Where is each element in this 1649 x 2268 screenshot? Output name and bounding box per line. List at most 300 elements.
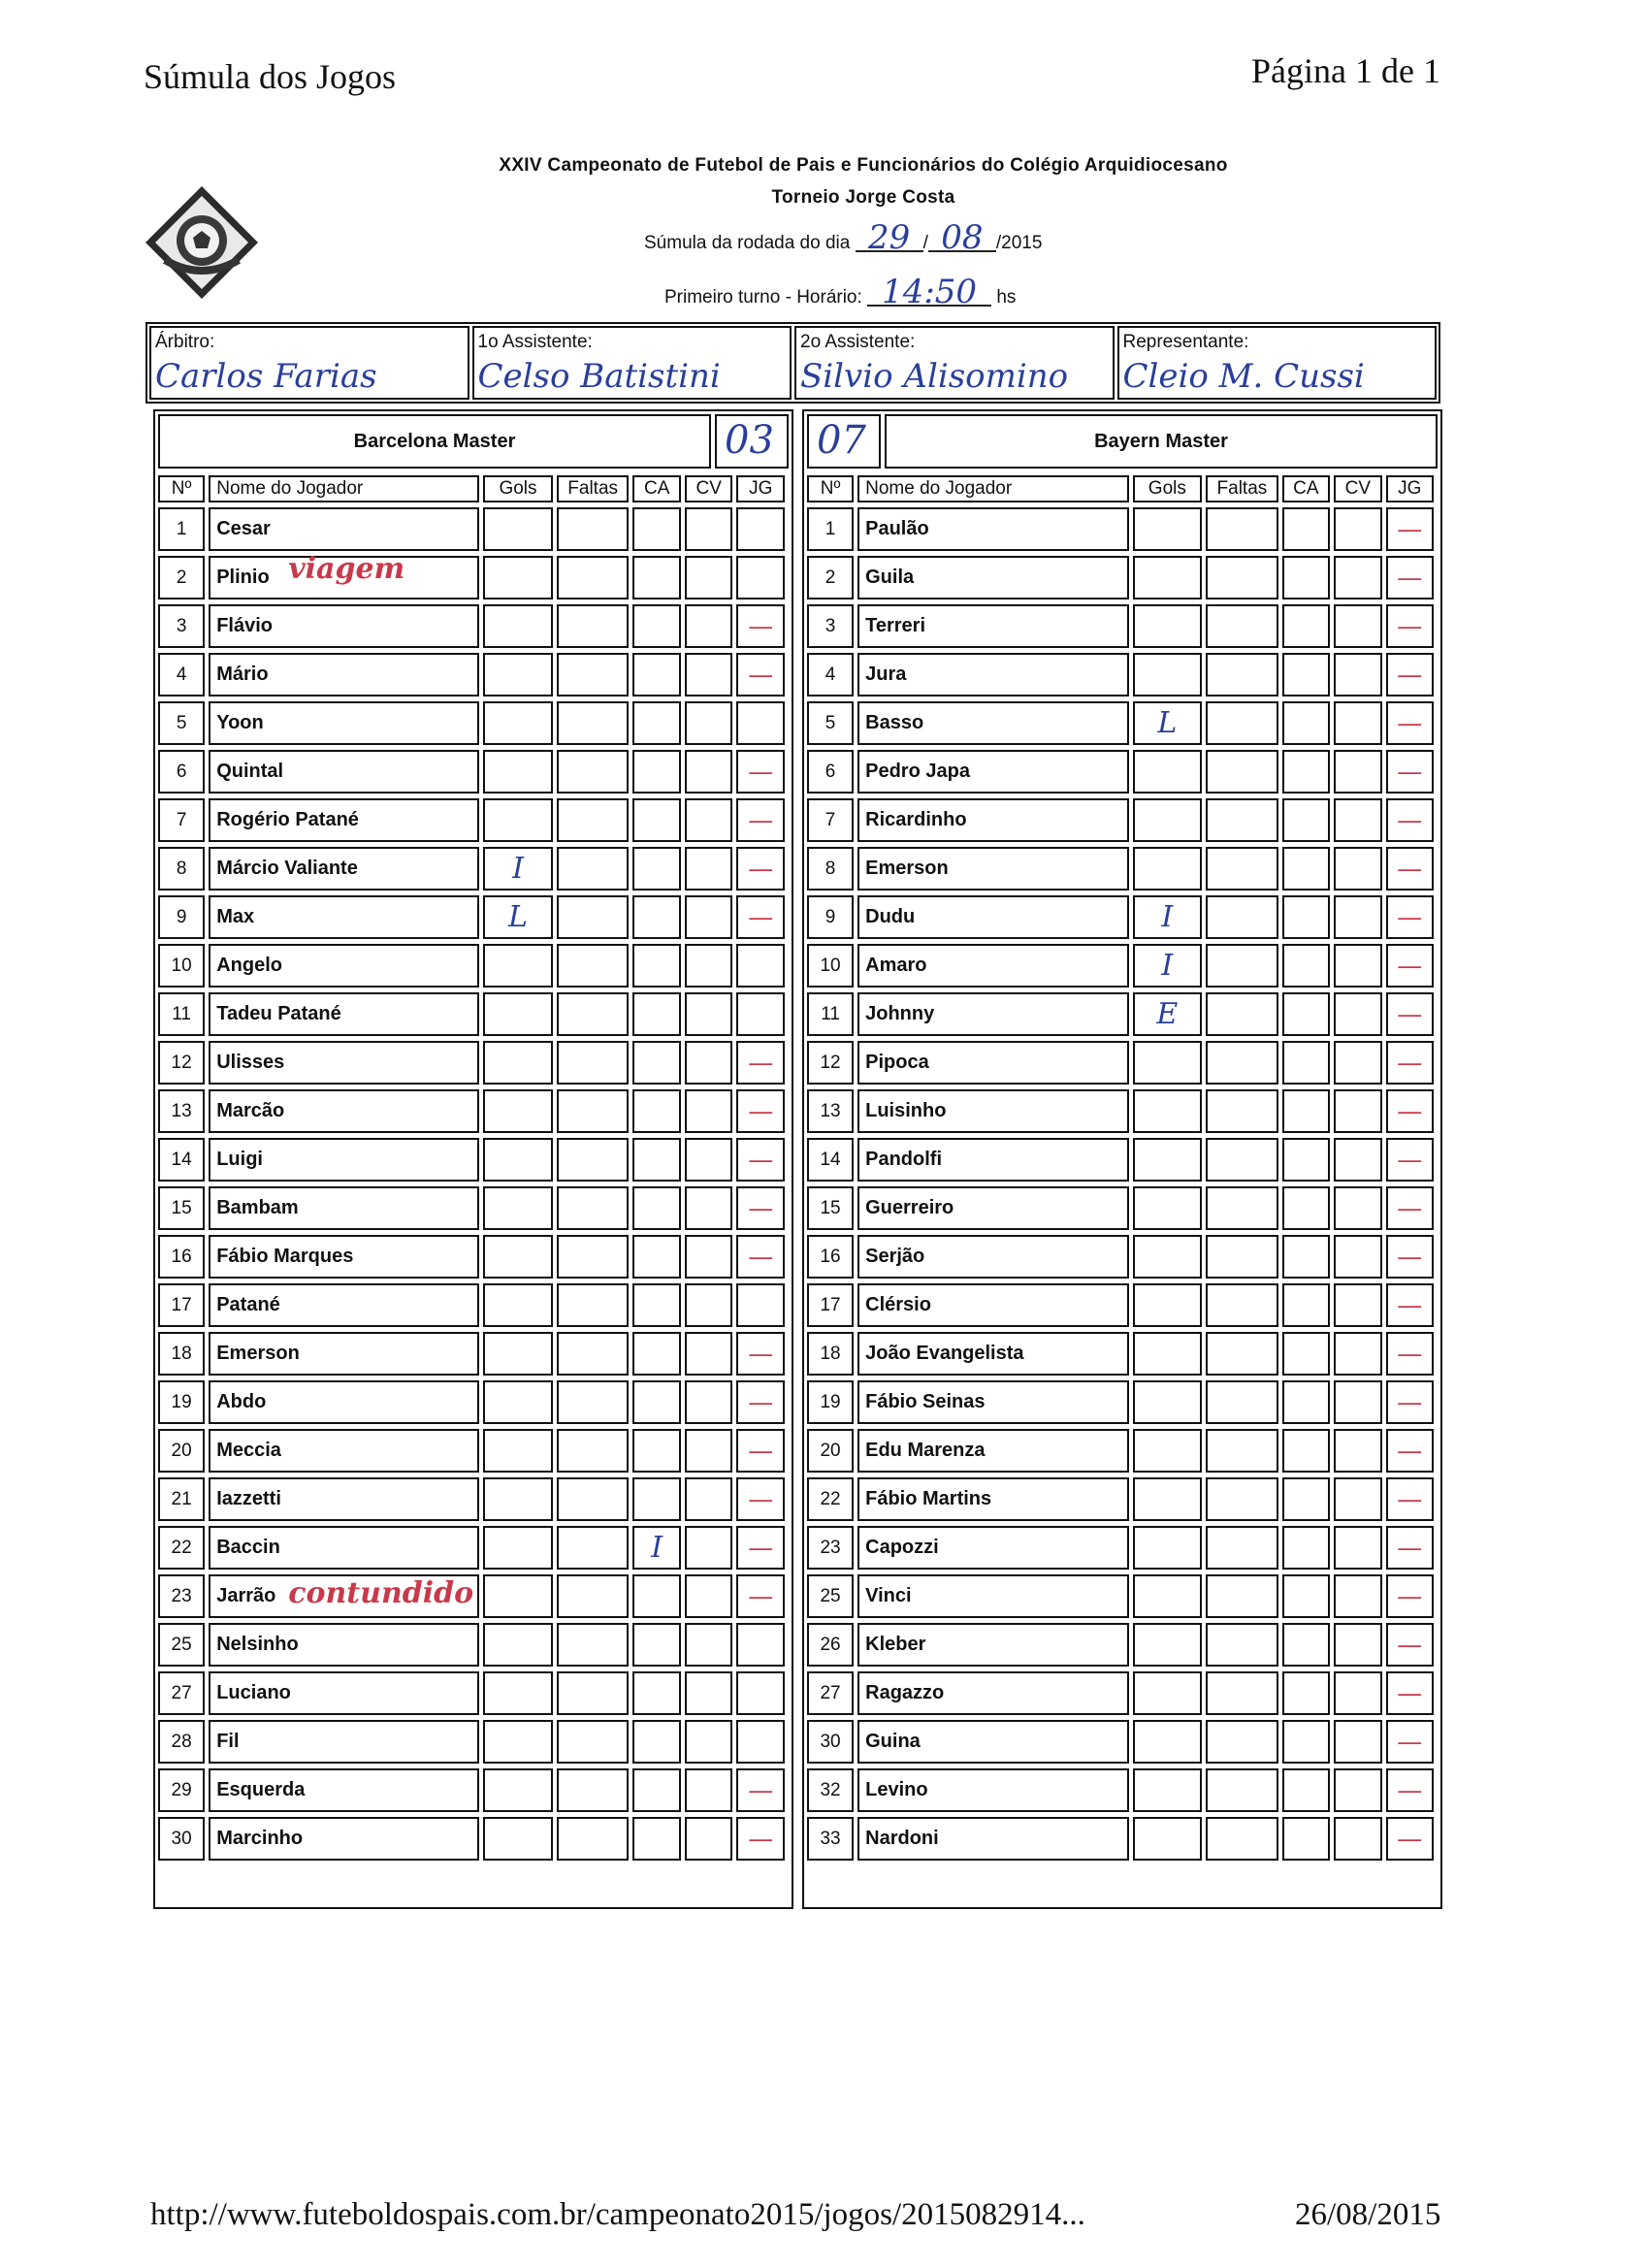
goals-cell: [1133, 1332, 1203, 1376]
played-cell: —: [1386, 944, 1434, 988]
fouls-cell: [557, 992, 630, 1036]
table-row: [158, 1380, 785, 1424]
goals-cell: [1133, 1283, 1203, 1327]
fouls-cell: [557, 1574, 630, 1618]
col-name: Nome do Jogador: [209, 475, 479, 502]
goals-cell: [1133, 1768, 1203, 1812]
table-row: [807, 1623, 1434, 1667]
col-faltas: Faltas: [1206, 475, 1277, 502]
yellow-card-cell: [1282, 1768, 1330, 1812]
goals-cell: [1133, 1574, 1203, 1618]
played-cell: —: [736, 1041, 785, 1085]
red-card-cell: [685, 1574, 733, 1618]
table-row: [158, 1526, 785, 1570]
yellow-card-cell: [632, 1380, 681, 1424]
player-name: Flávio: [216, 615, 274, 636]
goals-cell: [1133, 1720, 1203, 1764]
table-row: [807, 1817, 1434, 1861]
table-row: [158, 1817, 785, 1861]
player-name-cell: [857, 604, 1128, 648]
yellow-card-cell: [632, 1332, 681, 1376]
team-panel-home: [153, 409, 793, 1909]
yellow-card-cell: [1282, 653, 1330, 697]
goals-cell: [483, 1429, 553, 1473]
played-cell: [736, 701, 785, 745]
fouls-cell: [1206, 1138, 1277, 1182]
referee-name: Carlos Farias: [155, 357, 377, 396]
goals-cell: [483, 1574, 553, 1618]
table-row: [807, 1041, 1434, 1085]
fouls-cell: [557, 1380, 630, 1424]
player-name: Paulão: [865, 518, 929, 539]
red-card-cell: [1334, 1429, 1381, 1473]
red-card-cell: [685, 1720, 733, 1764]
player-name: Patané: [216, 1294, 280, 1315]
fouls-cell: [1206, 1623, 1277, 1667]
goals-cell: [483, 1186, 553, 1230]
yellow-card-cell: [1282, 604, 1330, 648]
goals-cell: [483, 1671, 553, 1715]
player-number: 2: [807, 556, 854, 599]
table-row: [807, 1574, 1434, 1618]
goals-cell: [1133, 798, 1203, 842]
played-cell: —: [1386, 1574, 1434, 1618]
fouls-cell: [1206, 798, 1277, 842]
player-name-cell: [209, 653, 479, 697]
played-cell: —: [736, 1089, 785, 1133]
player-name-cell: [857, 1671, 1128, 1715]
player-name: Fil: [216, 1731, 240, 1752]
fouls-cell: [557, 1332, 630, 1376]
player-table-home: [154, 470, 789, 1865]
table-row: [807, 1186, 1434, 1230]
player-name: Pipoca: [865, 1052, 929, 1073]
played-cell: —: [1386, 895, 1434, 939]
player-name-cell: [857, 1235, 1128, 1279]
goals-cell: [1133, 1380, 1203, 1424]
fouls-cell: [1206, 1429, 1277, 1473]
player-name: Plinio: [216, 567, 270, 588]
col-ca: CA: [1282, 475, 1330, 502]
table-row: [807, 701, 1434, 745]
red-card-cell: [685, 556, 733, 599]
player-name-cell: [857, 1720, 1128, 1764]
player-name: João Evangelista: [865, 1343, 1024, 1364]
table-row: [807, 1429, 1434, 1473]
table-row: [807, 1283, 1434, 1327]
table-row: [807, 992, 1434, 1036]
goals-cell: [483, 556, 553, 599]
player-name-cell: [209, 750, 479, 794]
player-number: 19: [158, 1380, 205, 1424]
player-name-cell: [857, 1477, 1128, 1521]
fouls-cell: [557, 1283, 630, 1327]
yellow-card-cell: [632, 1429, 681, 1473]
red-card-cell: [1334, 1283, 1381, 1327]
player-name-cell: [209, 1623, 479, 1667]
player-name-cell: [209, 1041, 479, 1085]
yellow-card-cell: [1282, 1089, 1330, 1133]
footer-date: 26/08/2015: [1295, 2197, 1441, 2232]
played-cell: [736, 1283, 785, 1327]
fouls-cell: [557, 556, 630, 599]
table-row: [807, 604, 1434, 648]
fouls-cell: [557, 847, 630, 891]
player-number: 12: [807, 1041, 854, 1085]
player-name: Capozzi: [865, 1537, 939, 1558]
played-cell: —: [736, 1817, 785, 1861]
player-name: Dudu: [865, 906, 916, 927]
col-ca: CA: [632, 475, 681, 502]
assistant2-box: [794, 326, 1115, 400]
player-name: Clérsio: [865, 1294, 931, 1315]
yellow-card-cell: [1282, 1380, 1330, 1424]
fouls-cell: [1206, 653, 1277, 697]
played-cell: —: [1386, 701, 1434, 745]
player-name-cell: [209, 1526, 479, 1570]
player-name-cell: [209, 1671, 479, 1715]
fouls-cell: [1206, 847, 1277, 891]
player-name: Pandolfi: [865, 1149, 943, 1170]
yellow-card-cell: [632, 1138, 681, 1182]
played-cell: [736, 556, 785, 599]
fouls-cell: [557, 507, 630, 551]
col-gols: Gols: [483, 475, 553, 502]
player-number: 8: [158, 847, 205, 891]
table-row: [158, 1574, 785, 1618]
col-gols: Gols: [1133, 475, 1203, 502]
yellow-card-cell: [1282, 1283, 1330, 1327]
played-cell: [736, 992, 785, 1036]
player-name: Fábio Marques: [216, 1246, 354, 1267]
player-number: 20: [158, 1429, 205, 1473]
col-num: Nº: [158, 475, 205, 502]
round-label: Súmula da rodada do dia: [644, 233, 851, 253]
yellow-card-cell: [632, 1283, 681, 1327]
player-name-cell: [209, 1817, 479, 1861]
player-name-cell: [209, 992, 479, 1036]
goals-cell: [483, 944, 553, 988]
goals-cell: [483, 992, 553, 1036]
played-cell: —: [1386, 1720, 1434, 1764]
played-cell: —: [736, 1235, 785, 1279]
player-name: Fábio Martins: [865, 1488, 992, 1509]
goals-cell: [1133, 847, 1203, 891]
fouls-cell: [557, 1235, 630, 1279]
player-number: 27: [158, 1671, 205, 1715]
yellow-card-cell: [1282, 847, 1330, 891]
yellow-card-cell: [632, 701, 681, 745]
table-row: [158, 944, 785, 988]
table-row: [158, 1623, 785, 1667]
goals-cell: [483, 1817, 553, 1861]
red-card-cell: [685, 1186, 733, 1230]
goals-cell: I: [1133, 895, 1203, 939]
red-card-cell: [685, 798, 733, 842]
fouls-cell: [1206, 1574, 1277, 1618]
yellow-card-cell: [632, 1186, 681, 1230]
played-cell: —: [1386, 1089, 1434, 1133]
red-card-cell: [1334, 1623, 1381, 1667]
table-row: [158, 1186, 785, 1230]
col-jg: JG: [736, 475, 785, 502]
player-number: 26: [807, 1623, 854, 1667]
yellow-card-cell: [632, 1817, 681, 1861]
player-name: Jura: [865, 664, 907, 685]
player-name-cell: [857, 944, 1128, 988]
red-card-cell: [685, 1477, 733, 1521]
player-number: 28: [158, 1720, 205, 1764]
fouls-cell: [557, 750, 630, 794]
player-name-cell: [857, 1138, 1128, 1182]
player-number: 3: [158, 604, 205, 648]
fouls-cell: [557, 1526, 630, 1570]
player-name-cell: [857, 1817, 1128, 1861]
yellow-card-cell: I: [632, 1526, 681, 1570]
red-card-cell: [1334, 1041, 1381, 1085]
yellow-card-cell: [632, 798, 681, 842]
player-number: 25: [158, 1623, 205, 1667]
red-card-cell: [1334, 847, 1381, 891]
played-cell: —: [736, 750, 785, 794]
table-row: [158, 1089, 785, 1133]
table-row: [807, 1477, 1434, 1521]
round-month: 08: [928, 225, 996, 252]
red-card-cell: [685, 1380, 733, 1424]
player-number: 19: [807, 1380, 854, 1424]
played-cell: —: [736, 1186, 785, 1230]
table-row: [158, 895, 785, 939]
table-row: [807, 895, 1434, 939]
player-number: 11: [807, 992, 854, 1036]
player-name-cell: [209, 895, 479, 939]
player-name: Johnny: [865, 1003, 935, 1024]
goals-cell: [483, 701, 553, 745]
player-name: Fábio Seinas: [865, 1391, 986, 1412]
player-name: Emerson: [865, 858, 949, 879]
player-number: 6: [158, 750, 205, 794]
player-name: Ricardinho: [865, 809, 967, 830]
table-row: [158, 701, 785, 745]
red-card-cell: [685, 1235, 733, 1279]
player-name: Iazzetti: [216, 1488, 281, 1509]
player-name: Mário: [216, 664, 269, 685]
player-number: 22: [807, 1477, 854, 1521]
col-name: Nome do Jogador: [857, 475, 1128, 502]
player-name-cell: [857, 1768, 1128, 1812]
fouls-cell: [1206, 1089, 1277, 1133]
referee-label: Árbitro:: [155, 332, 215, 352]
played-cell: —: [1386, 1526, 1434, 1570]
played-cell: —: [1386, 1283, 1434, 1327]
player-name: Amaro: [865, 955, 927, 976]
table-row: [807, 1720, 1434, 1764]
fouls-cell: [557, 1817, 630, 1861]
goals-cell: [483, 1477, 553, 1521]
fouls-cell: [557, 1768, 630, 1812]
yellow-card-cell: [1282, 1041, 1330, 1085]
yellow-card-cell: [1282, 1477, 1330, 1521]
red-card-cell: [685, 1671, 733, 1715]
player-number: 11: [158, 992, 205, 1036]
table-row: [807, 1089, 1434, 1133]
score-home: 03: [725, 418, 774, 463]
player-number: 3: [807, 604, 854, 648]
player-rows-home: [158, 507, 785, 1861]
table-row: [158, 1283, 785, 1327]
player-name: Pedro Japa: [865, 761, 970, 782]
table-row: [158, 604, 785, 648]
yellow-card-cell: [1282, 750, 1330, 794]
fouls-cell: [1206, 750, 1277, 794]
table-row: [158, 992, 785, 1036]
fouls-cell: [557, 798, 630, 842]
yellow-card-cell: [632, 1623, 681, 1667]
match-time: 14:50: [867, 279, 991, 307]
player-name-cell: [857, 1574, 1128, 1618]
yellow-card-cell: [1282, 895, 1330, 939]
goals-cell: [1133, 1186, 1203, 1230]
fouls-cell: [1206, 1720, 1277, 1764]
table-row: [807, 944, 1434, 988]
played-cell: —: [736, 1574, 785, 1618]
player-number: 9: [158, 895, 205, 939]
played-cell: —: [1386, 1186, 1434, 1230]
table-row: [158, 556, 785, 599]
fouls-cell: [1206, 604, 1277, 648]
footer-url: http://www.futeboldospais.com.br/campeonato2015/jogos/2015082914...: [150, 2197, 1085, 2232]
goals-cell: [1133, 1623, 1203, 1667]
player-name-cell: [857, 1380, 1128, 1424]
table-row: [158, 750, 785, 794]
player-name: Bambam: [216, 1197, 299, 1218]
table-row: [807, 750, 1434, 794]
player-number: 1: [158, 507, 205, 551]
championship-title: XXIV Campeonato de Futebol de Pais e Funcionários do Colégio Arquidiocesano: [499, 155, 1228, 176]
yellow-card-cell: [1282, 1332, 1330, 1376]
yellow-card-cell: [632, 556, 681, 599]
team-name-home: Barcelona Master: [158, 414, 711, 469]
player-number: 5: [807, 701, 854, 745]
played-cell: —: [736, 1429, 785, 1473]
player-name: Max: [216, 906, 255, 927]
fouls-cell: [1206, 1671, 1277, 1715]
player-name: Emerson: [216, 1343, 300, 1364]
yellow-card-cell: [1282, 556, 1330, 599]
yellow-card-cell: [1282, 1138, 1330, 1182]
player-number: 29: [158, 1768, 205, 1812]
fouls-cell: [1206, 1041, 1277, 1085]
played-cell: —: [1386, 1817, 1434, 1861]
yellow-card-cell: [1282, 1235, 1330, 1279]
table-row: [158, 1477, 785, 1521]
player-name-cell: [209, 944, 479, 988]
fouls-cell: [557, 1477, 630, 1521]
player-name-cell: [209, 1283, 479, 1327]
player-number: 8: [807, 847, 854, 891]
player-number: 7: [807, 798, 854, 842]
player-number: 15: [158, 1186, 205, 1230]
fouls-cell: [557, 1041, 630, 1085]
player-name-cell: [857, 1332, 1128, 1376]
player-name: Jarrão: [216, 1585, 276, 1606]
player-number: 16: [158, 1235, 205, 1279]
goals-cell: [1133, 507, 1203, 551]
red-card-cell: [685, 847, 733, 891]
red-card-cell: [1334, 1235, 1381, 1279]
fouls-cell: [1206, 701, 1277, 745]
played-cell: —: [1386, 1671, 1434, 1715]
fouls-cell: [1206, 556, 1277, 599]
table-row: [807, 1332, 1434, 1376]
col-jg: JG: [1386, 475, 1434, 502]
player-name: Tadeu Patané: [216, 1003, 341, 1024]
table-row: [158, 1138, 785, 1182]
player-name-cell: [857, 556, 1128, 599]
player-number: 2: [158, 556, 205, 599]
col-cv: CV: [1334, 475, 1381, 502]
yellow-card-cell: [1282, 992, 1330, 1036]
table-row: [807, 1380, 1434, 1424]
player-number: 20: [807, 1429, 854, 1473]
yellow-card-cell: [1282, 701, 1330, 745]
goals-cell: [483, 1623, 553, 1667]
table-row: [807, 1138, 1434, 1182]
played-cell: —: [1386, 798, 1434, 842]
goals-cell: [483, 653, 553, 697]
played-cell: —: [736, 604, 785, 648]
fouls-cell: [1206, 1526, 1277, 1570]
red-card-cell: [1334, 944, 1381, 988]
fouls-cell: [557, 604, 630, 648]
fouls-cell: [557, 1186, 630, 1230]
table-row: [807, 507, 1434, 551]
table-row: [158, 798, 785, 842]
player-number: 1: [807, 507, 854, 551]
yellow-card-cell: [632, 1768, 681, 1812]
table-row: [807, 556, 1434, 599]
yellow-card-cell: [632, 895, 681, 939]
goals-cell: [483, 1720, 553, 1764]
team-panel-away: [802, 409, 1442, 1909]
assistant1-box: [472, 326, 792, 400]
player-name: Cesar: [216, 518, 271, 539]
fouls-cell: [1206, 1235, 1277, 1279]
player-name-cell: [209, 1186, 479, 1230]
player-name-cell: [857, 1526, 1128, 1570]
red-card-cell: [685, 604, 733, 648]
team-header-away: [807, 414, 1438, 469]
played-cell: —: [736, 1380, 785, 1424]
player-number: 23: [807, 1526, 854, 1570]
player-number: 17: [158, 1283, 205, 1327]
table-header-row: [807, 475, 1434, 502]
turn-time-line: [664, 273, 1017, 311]
player-name: Abdo: [216, 1391, 267, 1412]
player-name-cell: [857, 653, 1128, 697]
red-card-cell: [685, 1768, 733, 1812]
red-card-cell: [685, 1623, 733, 1667]
score-away: 07: [817, 418, 866, 463]
fouls-cell: [1206, 1332, 1277, 1376]
player-number: 12: [158, 1041, 205, 1085]
player-name-cell: [209, 507, 479, 551]
red-card-cell: [1334, 1380, 1381, 1424]
player-name-cell: [857, 750, 1128, 794]
red-card-cell: [685, 1089, 733, 1133]
player-name: Nardoni: [865, 1828, 939, 1849]
player-number: 14: [807, 1138, 854, 1182]
